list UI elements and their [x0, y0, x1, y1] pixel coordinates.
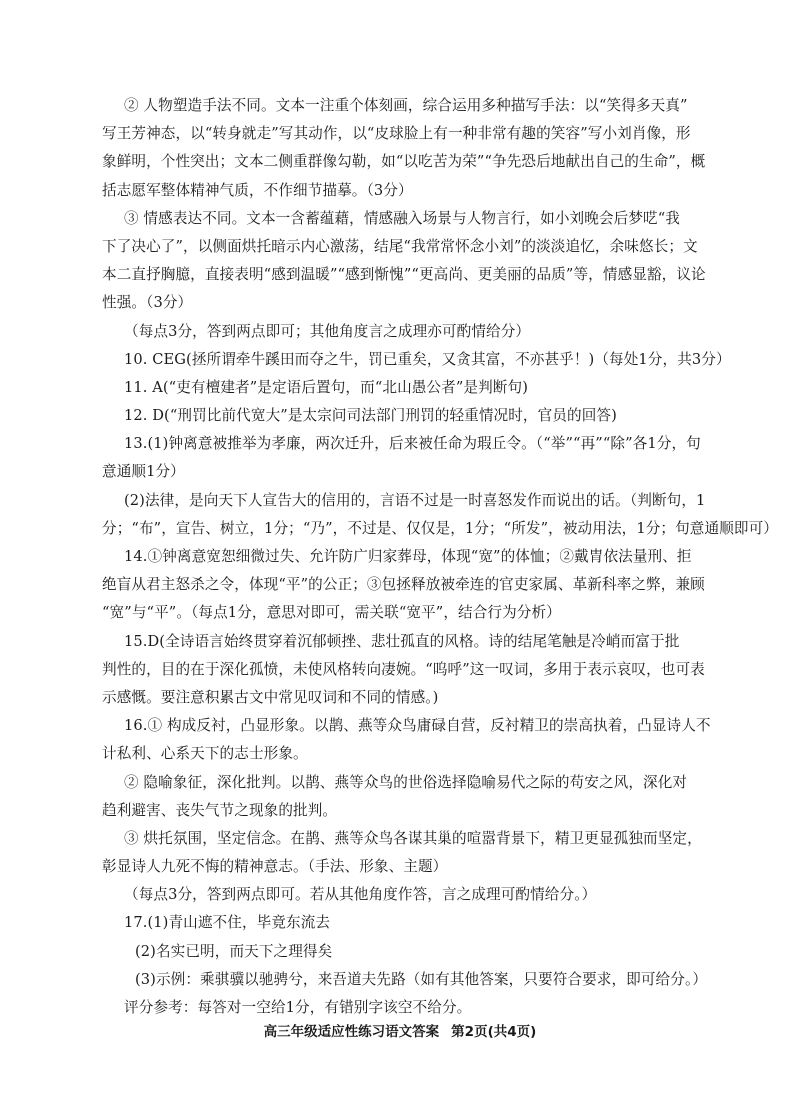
text-line: 绝盲从君主怒杀之令，体现“平”的公正；③包拯释放被牵连的官吏家属、革新科率之弊，兼顾 [102, 576, 705, 594]
text-line: 示感慨。要注意积累古文中常见叹词和不同的情感。) [102, 688, 439, 706]
text-line: 下了决心了”，以侧面烘托暗示内心激荡，结尾“我常常怀念小刘”的淡淡追忆，余味悠长；文 [102, 237, 698, 255]
text-line: 判性的，目的在于深化孤愤，未使风格转向凄婉。“呜呼”这一叹词，多用于表示哀叹，也可表 [102, 660, 705, 678]
text-line: （每点3分，答到两点即可；其他角度言之成理亦可酌情给分） [124, 322, 531, 340]
text-line: （每点3分，答到两点即可。若从其他角度作答，言之成理可酌情给分。） [124, 886, 597, 904]
answer-content [102, 92, 778, 1022]
text-line: 本二直抒胸臆，直接表明“感到温暖”“感到惭愧”“更高尚、更美丽的品质”等，情感显豁，议论 [102, 266, 706, 284]
text-line: 性强。（3分） [102, 294, 193, 312]
text-line: 象鲜明，个性突出；文本二侧重群像勾勒，如“以吃苦为荣”“争先恐后地献出自己的生命”，概 [102, 153, 706, 171]
text-line: 括志愿军整体精神气质，不作细节描摹。（3分） [102, 181, 413, 199]
footer-title: 高三年级适应性练习语文答案 [263, 1024, 440, 1040]
text-line: 评分参考：每答对一空给1分，有错别字该空不给分。 [124, 999, 472, 1016]
page-footer [0, 1022, 800, 1042]
footer-page-number: 第2页(共4页) [451, 1024, 537, 1040]
text-line: ③ 情感表达不同。文本一含蓄蕴藉，情感融入场景与人物言行，如小刘晚会后梦呓“我 [124, 209, 680, 227]
text-line: 分；“布”，宣告、树立，1分；“乃”，不过是、仅仅是，1分；“所发”，被动用法，1分；句意通顺即可） [102, 519, 778, 537]
text-line: 13.(1)钟离意被推举为孝廉，两次迁升，后来被任命为瑕丘令。（“举”“再”“除”各1分，句 [124, 435, 701, 453]
text-line: ② 人物塑造手法不同。文本一注重个体刻画，综合运用多种描写手法：以“笑得多天真” [124, 97, 688, 114]
text-line: 14.①钟离意宽恕细微过失、允许防广归家葬母，体现“宽”的体恤；②戴胄依法量刑、拒 [124, 548, 692, 565]
text-line: ③ 烘托氛围，坚定信念。在鹊、燕等众鸟各谋其巢的喧嚣背景下，精卫更显孤独而坚定， [124, 829, 702, 847]
text-line: (2)名实已明，而天下之理得矣 [135, 942, 333, 960]
text-line: 计私利、心系天下的志士形象。 [102, 745, 308, 763]
text-line: ② 隐喻象征，深化批判。以鹊、燕等众鸟的世俗选择隐喻易代之际的苟安之风，深化对 [124, 773, 688, 791]
text-line: “宽”与“平”。（每点1分，意思对即可，需关联“宽平”，结合行为分析） [102, 604, 561, 622]
text-line: 17.(1)青山遮不住，毕竟东流去 [124, 914, 331, 932]
text-line: 彰显诗人九死不悔的精神意志。（手法、形象、主题） [102, 858, 448, 876]
text-line: (3)示例：乘骐骥以驰骋兮，来吾道夫先路（如有其他答案，只要符合要求，即可给分。） [135, 970, 708, 988]
text-line: 写王芳神态，以“转身就走”写其动作，以“皮球脸上有一种非常有趣的笑容”写小刘肖像，形 [102, 125, 691, 143]
text-line: 12. D(“刑罚比前代宽大”是太宗问司法部门刑罚的轻重情况时，官员的回答) [124, 407, 617, 425]
text-line: 11. A(“吏有檀建者”是定语后置句，而“北山愚公者”是判断句) [124, 378, 528, 396]
text-line: 16.① 构成反衬，凸显形象。以鹊、燕等众鸟庸碌自营，反衬精卫的崇高执着，凸显诗人不 [124, 717, 711, 735]
text-line: 意通顺1分） [102, 463, 185, 481]
text-line: 15.D(全诗语言始终贯穿着沉郁顿挫、悲壮孤直的风格。诗的结尾笔触是冷峭而富于批 [124, 632, 680, 650]
text-line: 趋利避害、丧失气节之现象的批判。 [102, 801, 338, 819]
text-line: (2)法律，是向天下人宣告大的信用的，言语不过是一时喜怒发作而说出的话。（判断句，1 [124, 491, 706, 509]
text-line: 10. CEG(拯所谓牵牛蹊田而夺之牛，罚已重矣，又贪其富，不亦甚乎！)（每处1分，共3分） [124, 350, 731, 368]
